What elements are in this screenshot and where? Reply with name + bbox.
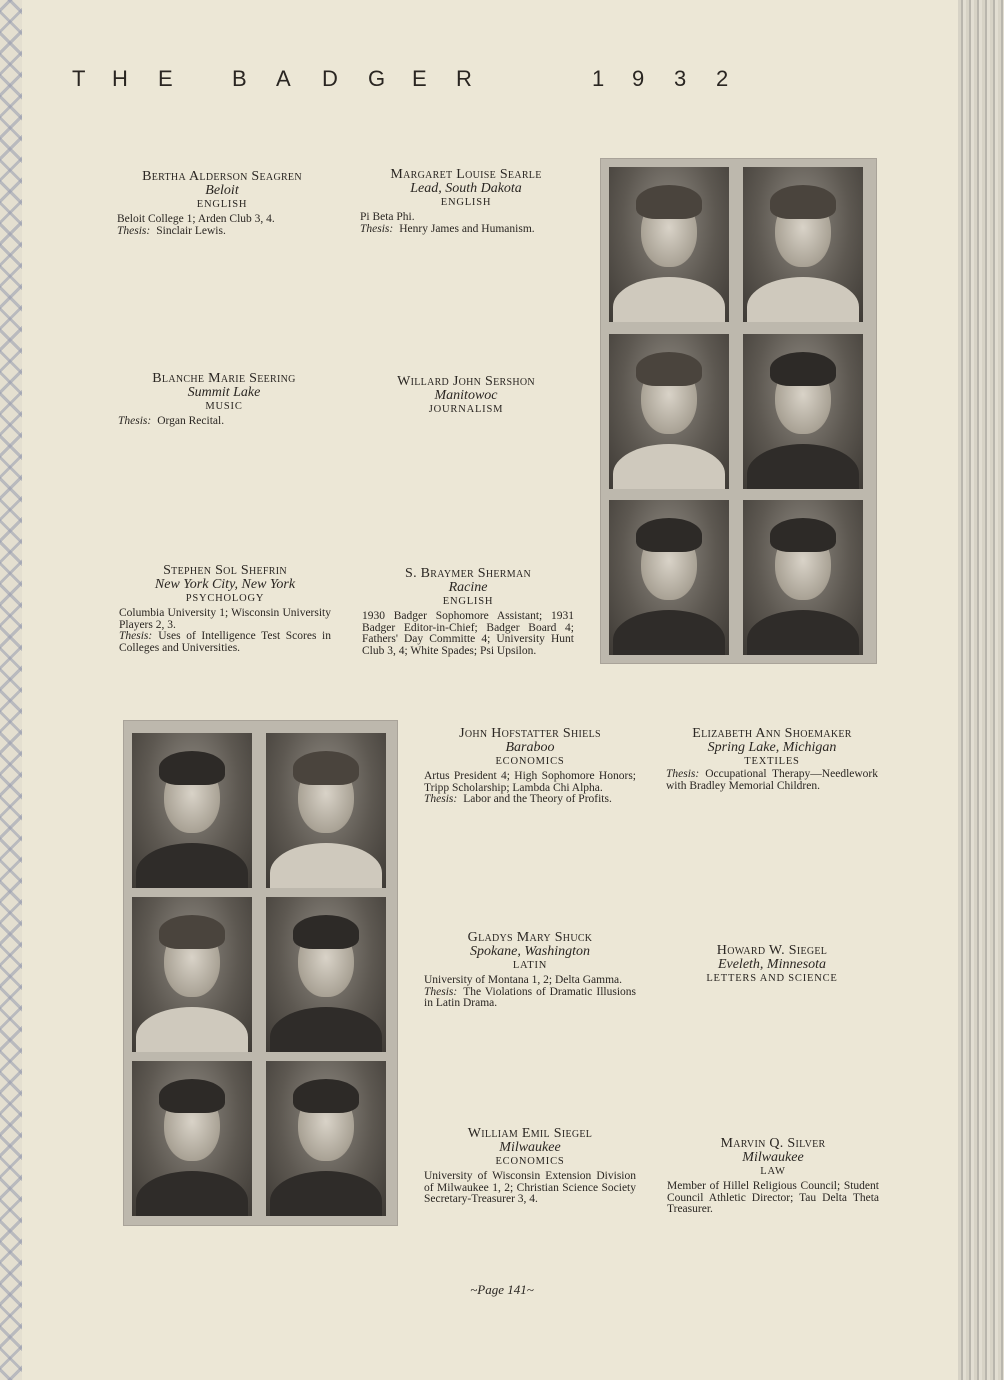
thesis-text: Uses of Intelligence Test Scores in Colleges and Universities.	[119, 630, 331, 654]
portrait-photo	[609, 167, 729, 322]
student-name: Bertha Alderson Seagren	[142, 169, 302, 184]
header-letter: R	[456, 66, 472, 91]
student-hometown: Racine	[448, 580, 488, 595]
header-year-digit: 2	[716, 66, 729, 91]
thesis-text: Sinclair Lewis.	[156, 224, 226, 237]
student-major: JOURNALISM	[428, 404, 504, 415]
student-activities: Member of Hillel Religious Council; Student Council Athletic Director; Tau Delta Theta Treasurer.	[667, 1180, 879, 1215]
student-major: ECONOMICS	[495, 756, 565, 767]
header-letter: A	[276, 66, 291, 91]
student-entry	[666, 726, 878, 792]
thesis-text: Labor and the Theory of Profits.	[463, 793, 612, 805]
student-major: ENGLISH	[440, 197, 492, 208]
thesis-label: Thesis:	[119, 630, 153, 642]
thesis-label: Thesis:	[117, 224, 151, 237]
header-letter: D	[322, 66, 338, 91]
thesis-label: Thesis:	[424, 793, 458, 805]
student-thesis	[118, 416, 330, 428]
header-year-digit: 3	[674, 66, 687, 91]
student-name: S. Braymer Sherman	[404, 566, 531, 581]
thesis-label: Thesis:	[360, 222, 394, 235]
student-hometown: Summit Lake	[187, 385, 261, 400]
student-activities: 1930 Badger Sophomore Assistant; 1931 Badger Editor-in-Chief; Badger Board 4; Fathers' Day Committe 4; University Hunt Club 3, 4; White Spades; Psi Upsilon.	[362, 610, 574, 657]
student-major: PSYCHOLOGY	[185, 593, 265, 604]
portrait-photo	[743, 500, 863, 655]
photo-panel-top	[600, 158, 877, 664]
student-major: LAW	[760, 1166, 786, 1177]
student-hometown: New York City, New York	[154, 577, 296, 592]
page-number: ~Page 141~	[470, 1282, 534, 1297]
student-entry	[424, 1126, 636, 1206]
student-major: TEXTILES	[744, 756, 800, 767]
header-letter: G	[368, 66, 386, 91]
student-major: MUSIC	[205, 401, 243, 412]
student-hometown: Spokane, Washington	[469, 944, 591, 959]
header-year-digit: 1	[592, 66, 605, 91]
student-name: William Emil Siegel	[467, 1126, 593, 1141]
thesis-label: Thesis:	[424, 985, 458, 998]
thesis-label: Thesis:	[118, 415, 152, 427]
header-year-digit: 9	[632, 66, 645, 91]
student-major: ENGLISH	[442, 596, 494, 607]
header-letter: E	[158, 66, 173, 91]
portrait-photo	[132, 1061, 252, 1216]
student-activities: University of Wisconsin Extension Division of Milwaukee 1, 2; Christian Science Society Secretary-Treasurer 3, 4.	[424, 1170, 636, 1205]
student-entry	[119, 563, 331, 654]
student-hometown: Eveleth, Minnesota	[717, 957, 827, 972]
student-thesis	[666, 769, 878, 792]
portrait-photo	[266, 1061, 386, 1216]
portrait-photo	[743, 167, 863, 322]
student-activities: Artus President 4; High Sophomore Honors; Tripp Scholarship; Lambda Chi Alpha.	[424, 770, 636, 794]
student-activities: Columbia University 1; Wisconsin University Players 2, 3.	[119, 607, 331, 631]
student-entry	[424, 930, 636, 1010]
header-letter: T	[72, 66, 86, 91]
header-letter: H	[112, 66, 128, 91]
student-hometown: Beloit	[205, 183, 239, 198]
header-letter: B	[232, 66, 247, 91]
header-letter: E	[412, 66, 427, 91]
student-hometown: Spring Lake, Michigan	[707, 740, 837, 755]
student-major: ENGLISH	[196, 199, 248, 210]
student-hometown: Lead, South Dakota	[410, 181, 522, 196]
portrait-photo	[743, 334, 863, 489]
student-name: Blanche Marie Seering	[152, 371, 296, 386]
student-thesis	[119, 631, 331, 654]
student-name: Willard John Sershon	[397, 374, 535, 389]
student-entry	[362, 566, 574, 657]
page-header	[72, 66, 772, 96]
student-name: Stephen Sol Shefrin	[163, 563, 287, 578]
student-entry	[666, 943, 878, 986]
student-hometown: Milwaukee	[499, 1140, 561, 1155]
student-entry	[667, 1136, 879, 1216]
student-name: Marvin Q. Silver	[720, 1136, 826, 1151]
student-thesis	[360, 224, 572, 236]
portrait-photo	[609, 500, 729, 655]
student-hometown: Manitowoc	[434, 388, 498, 403]
thesis-text: The Violations of Dramatic Illusions in Latin Drama.	[424, 985, 636, 1009]
thesis-text: Henry James and Humanism.	[399, 222, 535, 235]
student-thesis	[424, 794, 636, 806]
portrait-photo	[132, 897, 252, 1052]
portrait-photo	[132, 733, 252, 888]
photo-panel-bottom	[123, 720, 398, 1226]
student-entry	[360, 167, 572, 235]
student-name: John Hofstatter Shiels	[459, 726, 601, 741]
student-name: Margaret Louise Searle	[390, 167, 542, 182]
thesis-text: Occupational Therapy—Needlework with Bradley Memorial Children.	[666, 768, 878, 792]
student-entry	[118, 371, 330, 428]
portrait-photo	[266, 733, 386, 888]
student-entry	[424, 726, 636, 806]
student-activities: Pi Beta Phi.	[360, 211, 415, 223]
student-hometown: Milwaukee	[742, 1150, 804, 1165]
left-decorative-border	[0, 0, 22, 1380]
student-entry	[117, 169, 327, 237]
portrait-photo	[266, 897, 386, 1052]
student-major: ECONOMICS	[495, 1156, 565, 1167]
student-name: Howard W. Siegel	[716, 943, 828, 958]
thesis-label: Thesis:	[666, 768, 700, 780]
right-decorative-border	[958, 0, 1004, 1380]
student-entry	[360, 374, 572, 417]
portrait-photo	[609, 334, 729, 489]
thesis-text: Organ Recital.	[157, 415, 225, 427]
student-major: LATIN	[512, 960, 548, 971]
student-thesis	[424, 987, 636, 1010]
student-major: LETTERS AND SCIENCE	[706, 973, 838, 984]
student-name: Elizabeth Ann Shoemaker	[692, 726, 852, 741]
student-thesis	[117, 226, 327, 238]
student-activities: Beloit College 1; Arden Club 3, 4.	[117, 213, 275, 225]
student-name: Gladys Mary Shuck	[467, 930, 593, 945]
student-activities: University of Montana 1, 2; Delta Gamma.	[424, 974, 623, 986]
student-hometown: Baraboo	[505, 740, 555, 755]
